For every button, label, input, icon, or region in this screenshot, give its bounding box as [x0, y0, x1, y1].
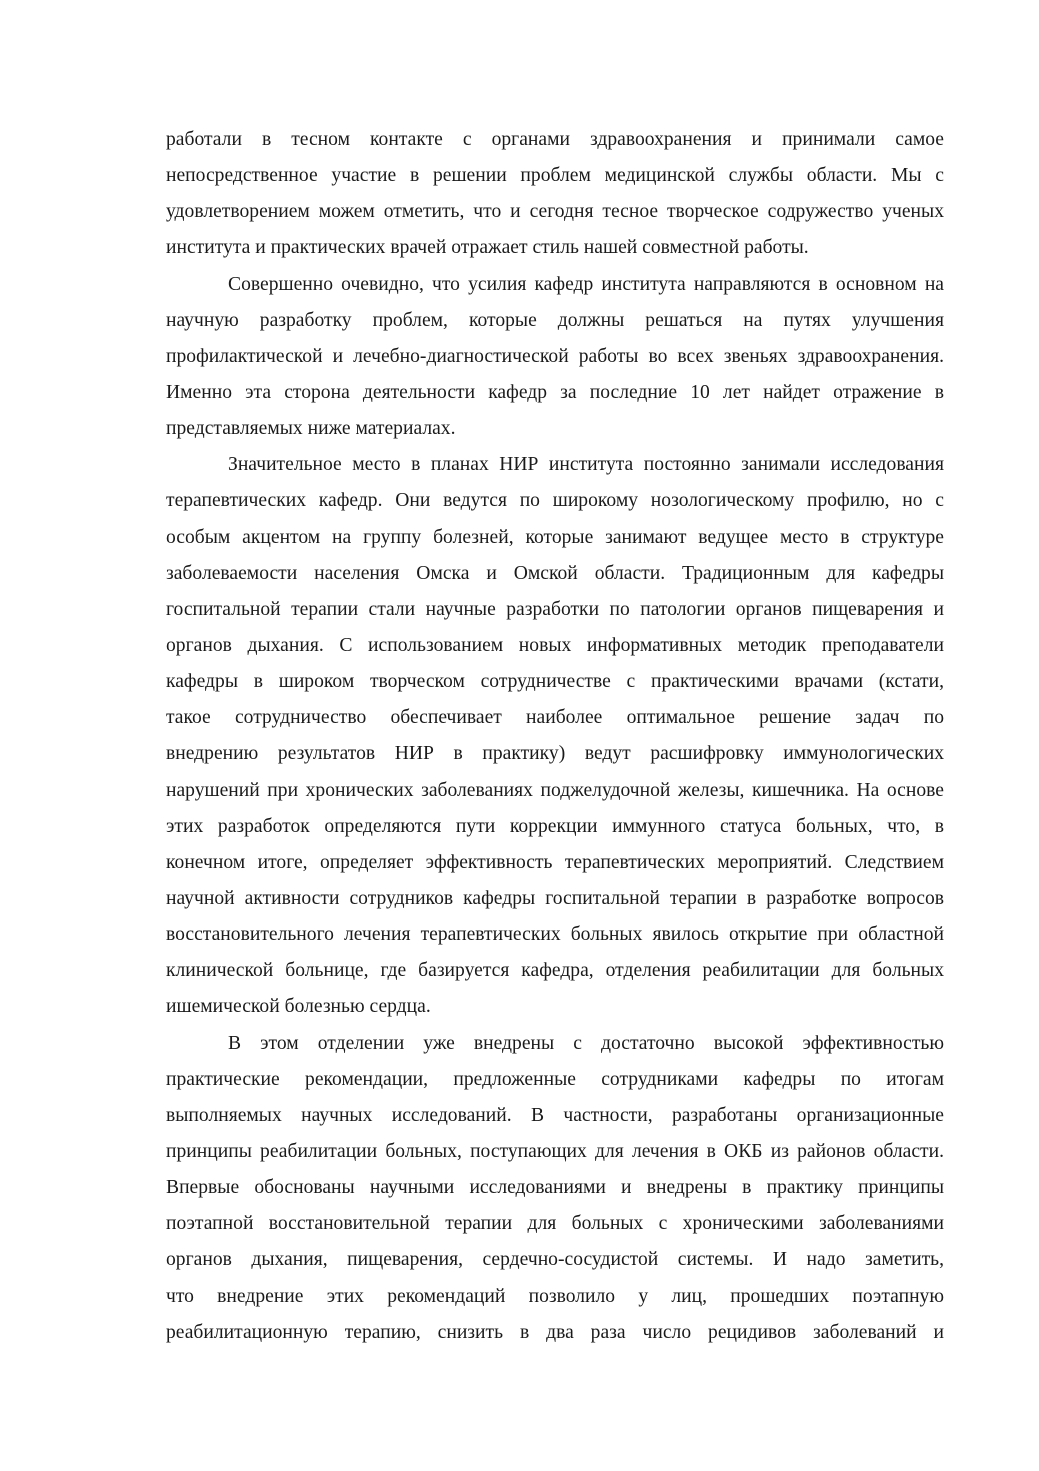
text-line: заболеваемости населения Омска и Омской области. Традиционным для кафедры [166, 562, 944, 584]
text-line: конечном итоге, определяет эффективность терапевтических мероприятий. Следствием [166, 851, 944, 873]
paragraph [166, 1026, 944, 1351]
paragraph [166, 267, 944, 448]
body-text [166, 122, 944, 1351]
text-line: В этом отделении уже внедрены с достаточно высокой эффективностью [228, 1032, 944, 1054]
text-line: органов дыхания, пищеварения, сердечно-сосудистой системы. И надо заметить, [166, 1249, 944, 1271]
text-line: научную разработку проблем, которые должны решаться на путях улучшения [166, 309, 944, 331]
text-line: Именно эта сторона деятельности кафедр за последние 10 лет найдет отражение в [166, 381, 944, 403]
text-line: ишемической болезнью сердца. [166, 996, 431, 1018]
text-line: особым акцентом на группу болезней, которые занимают ведущее место в структуре [166, 526, 944, 548]
text-line: органов дыхания. С использованием новых информативных методик преподаватели [166, 634, 944, 656]
text-line: этих разработок определяются пути коррекции иммунного статуса больных, что, в [166, 815, 944, 837]
text-line: поэтапной восстановительной терапии для больных с хроническими заболеваниями [166, 1213, 944, 1235]
text-line: реабилитационную терапию, снизить в два раза число рецидивов заболеваний и [166, 1321, 944, 1343]
text-line: такое сотрудничество обеспечивает наиболее оптимальное решение задач по [166, 707, 944, 729]
text-line: Совершенно очевидно, что усилия кафедр института направляются в основном на [228, 273, 944, 295]
text-line: практические рекомендации, предложенные сотрудниками кафедры по итогам [166, 1068, 944, 1090]
text-line: непосредственное участие в решении проблем медицинской службы области. Мы с [166, 165, 944, 187]
text-line: Значительное место в планах НИР института постоянно занимали исследования [228, 454, 944, 476]
paragraph [166, 122, 944, 267]
text-line: восстановительного лечения терапевтических больных явилось открытие при областной [166, 924, 944, 946]
text-line: Впервые обоснованы научными исследованиями и внедрены в практику принципы [166, 1177, 944, 1199]
text-line: терапевтических кафедр. Они ведутся по широкому нозологическому профилю, но с [166, 490, 944, 512]
text-line: профилактической и лечебно-диагностической работы во всех звеньях здравоохранения. [166, 345, 944, 367]
paragraph [166, 447, 944, 1025]
text-line: выполняемых научных исследований. В частности, разработаны организационные [166, 1104, 944, 1126]
text-line: института и практических врачей отражает стиль нашей совместной работы. [166, 237, 809, 259]
text-line: научной активности сотрудников кафедры госпитальной терапии в разработке вопросов [166, 887, 944, 909]
text-line: работали в тесном контакте с органами здравоохранения и принимали самое [166, 129, 944, 150]
text-line: госпитальной терапии стали научные разработки по патологии органов пищеварения и [166, 598, 944, 620]
text-line: кафедры в широком творческом сотрудничестве с практическими врачами (кстати, [166, 671, 944, 693]
text-line: внедрению результатов НИР в практику) ведут расшифровку иммунологических [166, 743, 944, 765]
text-line: нарушений при хронических заболеваниях поджелудочной железы, кишечника. На основе [166, 779, 944, 801]
text-line: что внедрение этих рекомендаций позволило у лиц, прошедших поэтапную [166, 1285, 944, 1307]
text-line: представляемых ниже материалах. [166, 418, 456, 440]
text-line: удовлетворением можем отметить, что и сегодня тесное творческое содружество ученых [166, 201, 944, 223]
text-line: клинической больнице, где базируется кафедра, отделения реабилитации для больных [166, 960, 944, 982]
text-line: принципы реабилитации больных, поступающих для лечения в ОКБ из районов области. [166, 1140, 944, 1162]
